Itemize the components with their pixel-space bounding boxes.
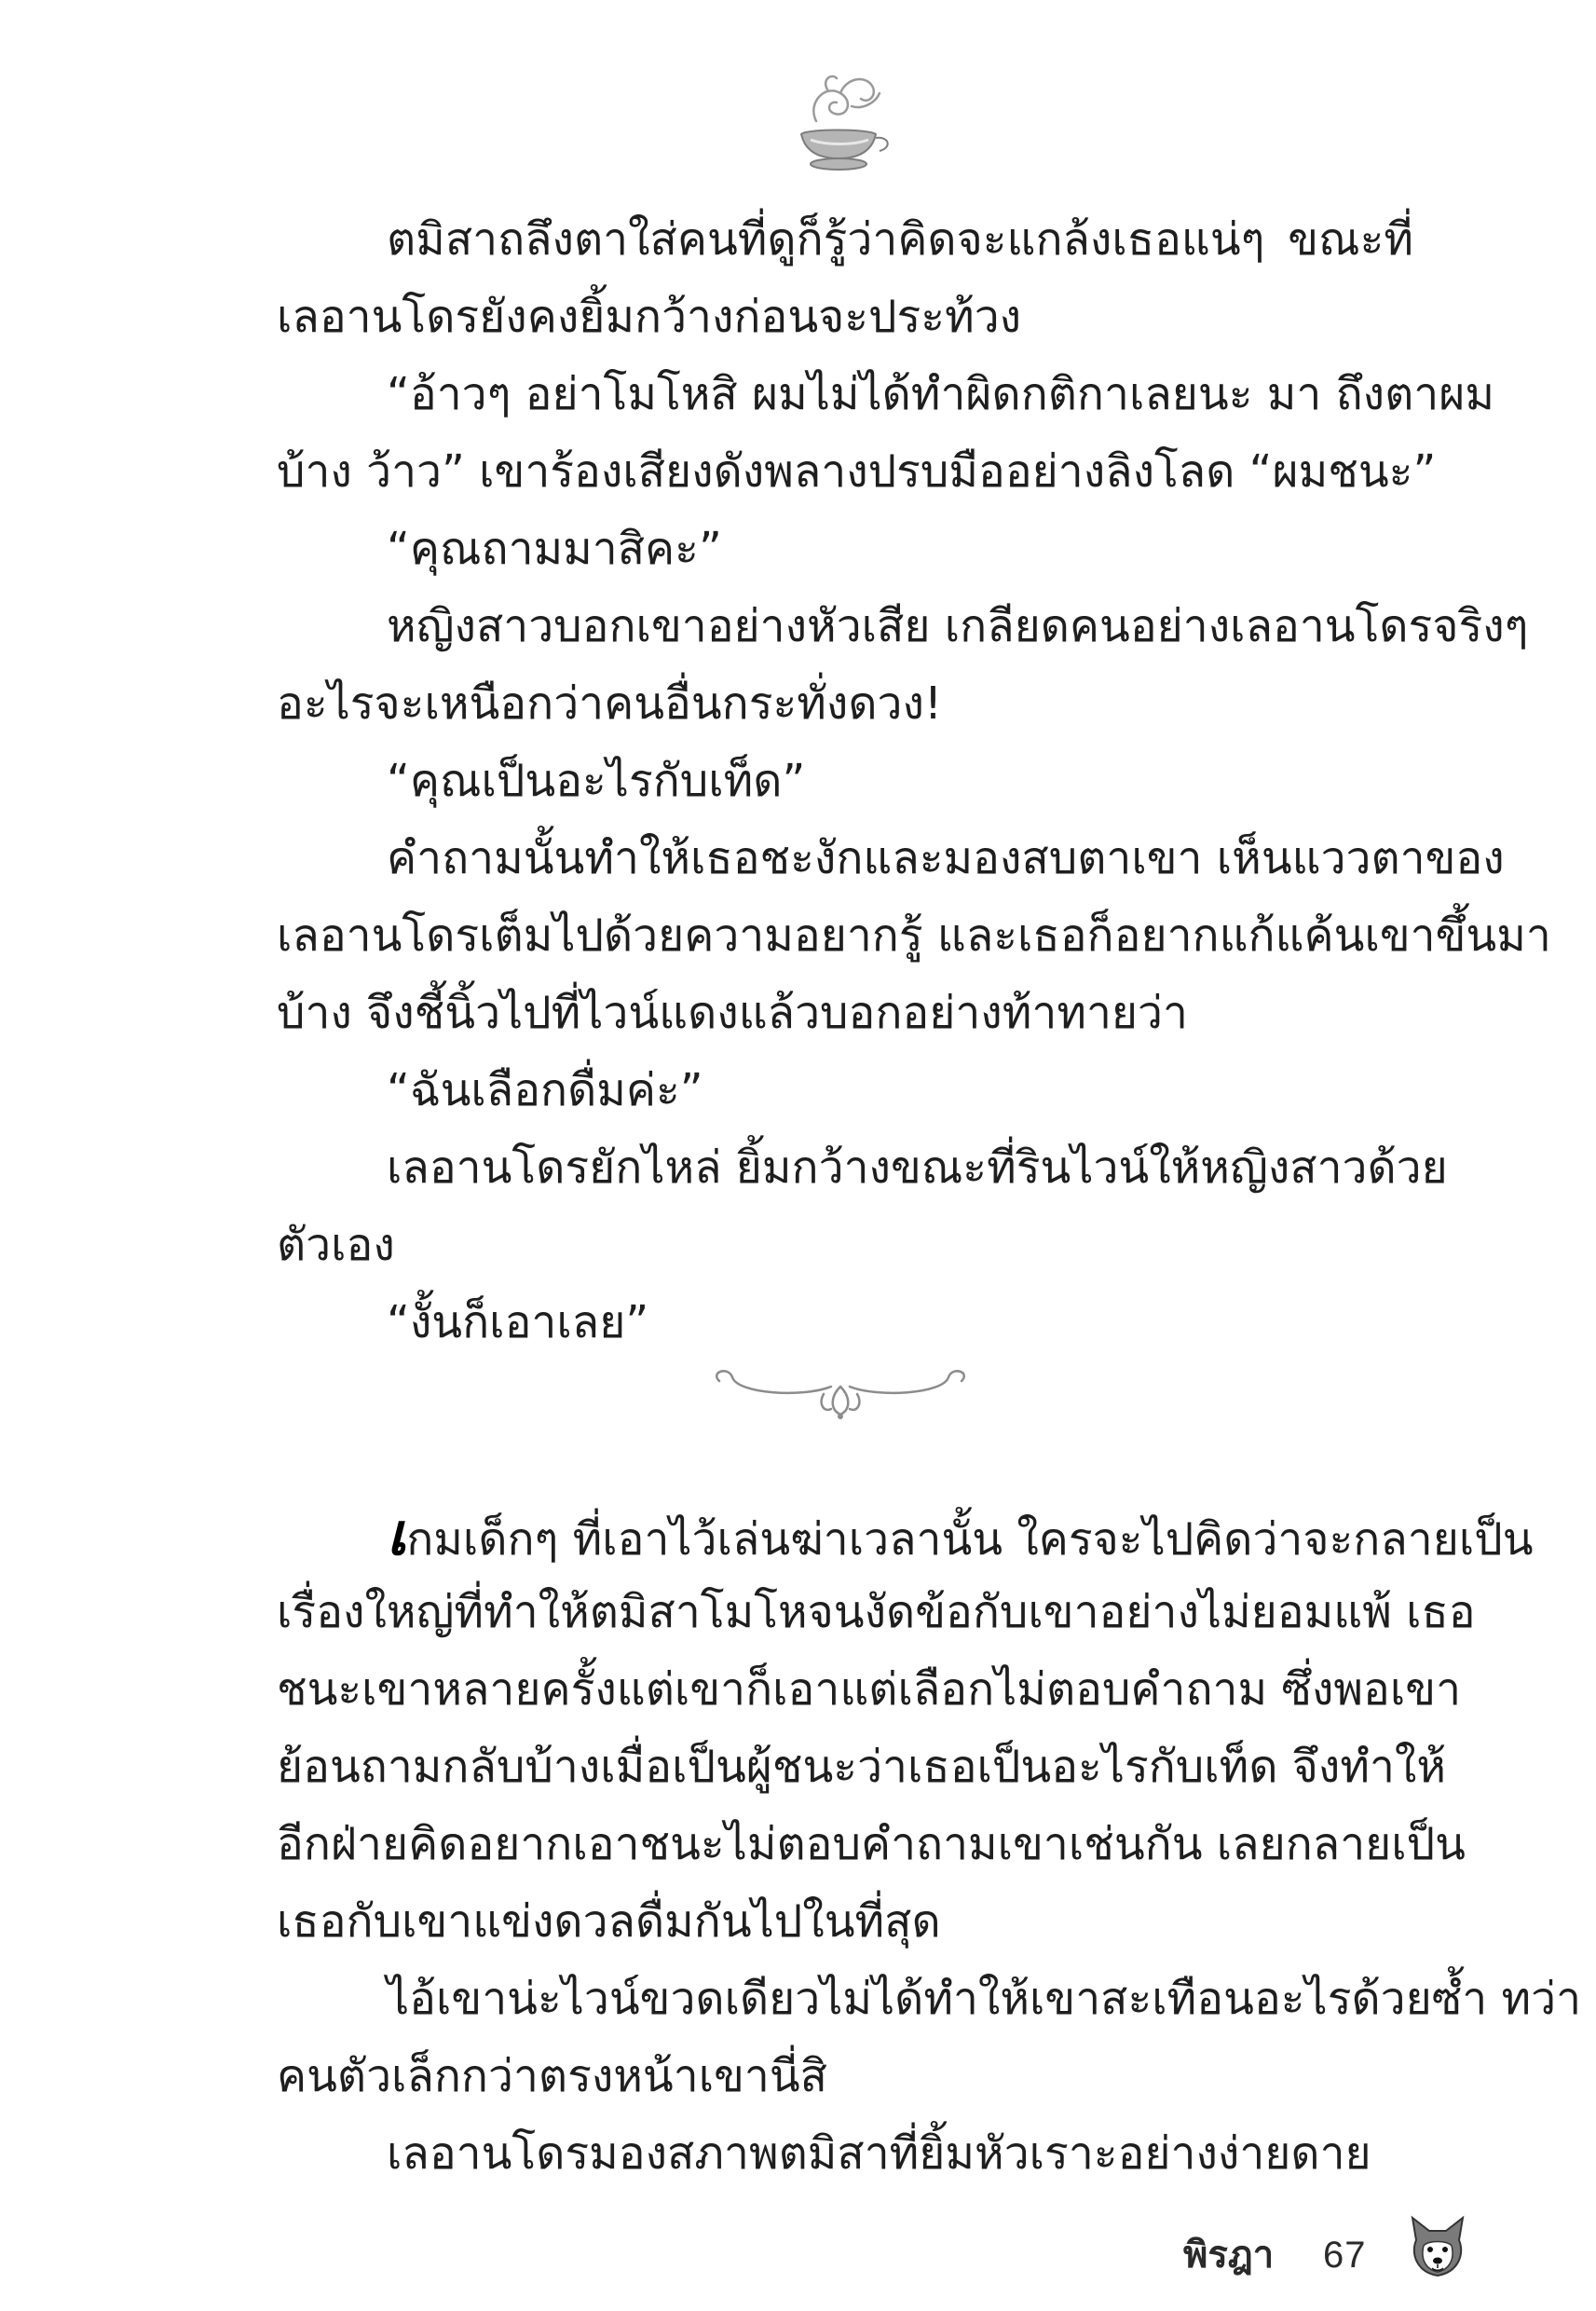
paragraph-line: เลอานโดรเต็มไปด้วยความอยากรู้ และเธอก็อยากแก้แค้นเขาขึ้นมา (277, 909, 1551, 962)
first-line-text: กมเด็กๆ ที่เอาไว้เล่นฆ่าเวลานั้น ใครจะไปคิดว่าจะกลายเป็น (406, 1513, 1534, 1566)
paragraph-line: “ฉันเลือกดื่มค่ะ” (387, 1064, 703, 1116)
paragraph-line: เลอานโดรยักไหล่ ยิ้มกว้างขณะที่รินไวน์ให้หญิงสาวด้วย (387, 1142, 1448, 1194)
paragraph-line: “อ้าวๆ อย่าโมโหสิ ผมไม่ได้ทำผิดกติกาเลยนะ มา ถึงตาผม (387, 368, 1494, 420)
author-name: พิรฎา (1183, 2234, 1275, 2277)
paragraph-line: “คุณเป็นอะไรกับเท็ด” (387, 755, 806, 807)
paragraph-line: บ้าง จึงชี้นิ้วไปที่ไวน์แดงแล้วบอกอย่างท้าทายว่า (277, 987, 1188, 1039)
paragraph-line: ชนะเขาหลายครั้งแต่เขาก็เอาแต่เลือกไม่ตอบคำถาม ซึ่งพอเขา (277, 1663, 1462, 1716)
page-number: 67 (1323, 2235, 1367, 2276)
drop-cap: เ (387, 1500, 407, 1568)
paragraph-line: อีกฝ่ายคิดอยากเอาชนะไม่ตอบคำถามเขาเช่นกัน เลยกลายเป็น (277, 1818, 1466, 1870)
paragraph-line: คำถามนั้นทำให้เธอชะงักและมองสบตาเขา เห็นแววตาของ (387, 832, 1505, 884)
paragraph-line: ตัวเอง (277, 1219, 395, 1271)
husky-dog-icon (1403, 2212, 1472, 2281)
paragraph-line: เธอกับเขาแข่งดวลดื่มกันไปในที่สุด (277, 1895, 941, 1948)
paragraph-line: เลอานโดรยังคงยิ้มกว้างก่อนจะประท้วง (277, 291, 1022, 343)
paragraph-line: อะไรจะเหนือกว่าคนอื่นกระทั่งดวง! (277, 677, 943, 730)
paragraph-line: ตมิสาถลึงตาใส่คนที่ดูก็รู้ว่าคิดจะแกล้งเธอแน่ๆ ขณะที่ (387, 213, 1413, 266)
paragraph-line: ย้อนถามกลับบ้างเมื่อเป็นผู้ชนะว่าเธอเป็นอะไรกับเท็ด จึงทำให้ (277, 1741, 1446, 1793)
scroll-divider-icon (701, 1362, 980, 1428)
paragraph-line: เรื่องใหญ่ที่ทำให้ตมิสาโมโหจนงัดข้อกับเขาอย่างไม่ยอมแพ้ เธอ (277, 1586, 1476, 1638)
paragraph-first-line (387, 1500, 1534, 1568)
paragraph-line: “คุณถามมาสิคะ” (387, 523, 722, 575)
teacup-ornament-icon (779, 65, 900, 175)
paragraph-line: บ้าง ว้าว” เขาร้องเสียงดังพลางปรบมืออย่างลิงโลด “ผมชนะ” (277, 445, 1437, 498)
paragraph-line: “งั้นก็เอาเลย” (387, 1296, 649, 1348)
paragraph-line: คนตัวเล็กกว่าตรงหน้าเขานี่สิ (277, 2050, 827, 2102)
paragraph-line: เลอานโดรมองสภาพตมิสาที่ยิ้มหัวเราะอย่างง่ายดาย (387, 2127, 1371, 2180)
paragraph-line: หญิงสาวบอกเขาอย่างหัวเสีย เกลียดคนอย่างเลอานโดรจริงๆ (387, 600, 1529, 652)
paragraph-line: ไอ้เขาน่ะไวน์ขวดเดียวไม่ได้ทำให้เขาสะเทือนอะไรด้วยซ้ำ ทว่า (387, 1973, 1582, 2025)
